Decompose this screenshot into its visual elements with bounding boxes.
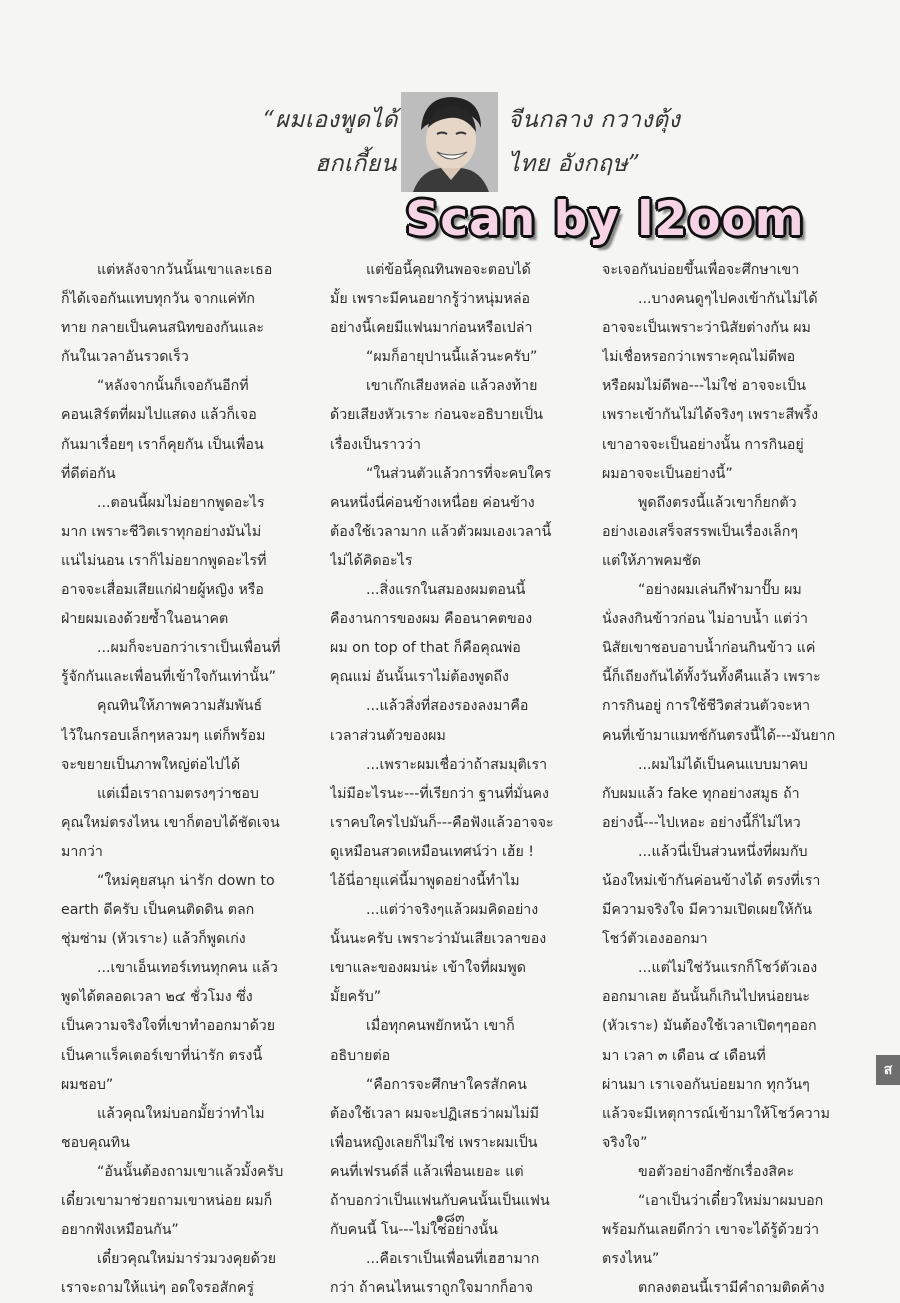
text-line: ผมอาจจะเป็นอย่างนี้” (602, 465, 733, 482)
text-line: จริงใจ” (602, 1134, 648, 1151)
text-line: เขาเก๊กเสียงหล่อ แล้วลงท้าย (366, 378, 538, 395)
pull-quote-line-2-right: ไทย อังกฤษ” (508, 151, 641, 177)
text-line: คนหนึ่งนี่ค่อนข้างเหนื่อย ค่อนข้าง (330, 494, 535, 511)
text-line: นั้นนะครับ เพราะว่ามันเสียเวลาของ (330, 931, 547, 948)
text-line: เวลาส่วนตัวของผม (330, 727, 446, 744)
text-line: ...แล้วนี่เป็นส่วนหนึ่งที่ผมกับ (638, 843, 808, 860)
text-line: ต้องใช้เวลามาก แล้วตัวผมเองเวลานี้ (330, 523, 552, 540)
text-line: คนที่เข้ามาแมทช์กันตรงนี้ได้---มันยาก (602, 727, 836, 744)
scan-credit-watermark: Scan by l2oom (405, 191, 805, 247)
text-line: ที่ดีต่อกัน (61, 465, 116, 482)
text-line: “ผมก็อายุปานนี้แล้วนะครับ” (366, 349, 538, 366)
text-line: ทาย กลายเป็นคนสนิทของกันและ (61, 320, 265, 337)
text-line: ด้วยเสียงหัวเราะ ก่อนจะอธิบายเป็น (330, 407, 543, 424)
text-line: นี้ก็เถียงกันได้ทั้งวันทั้งคืนแล้ว เพราะ (602, 669, 821, 686)
text-line: มากว่า (61, 843, 103, 860)
text-line: ไม่มีอะไรนะ---ที่เรียกว่า ฐานที่มั่นคง (330, 785, 549, 802)
text-line: คอนเสิร์ตที่ผมไปแสดง แล้วก็เจอ (61, 407, 257, 424)
text-line: คุณใหม่ตรงไหน เขาก็ตอบได้ชัดเจน (61, 814, 280, 831)
text-line: เราคบใครไปมันก็---คือฟังแล้วอาจจะ (330, 814, 554, 831)
text-line: เพราะเข้ากันไม่ได้จริงๆ เพราะสีพริ้ง (602, 407, 819, 424)
text-line: แต่ข้อนี้คุณทินพอจะตอบได้ (366, 262, 531, 278)
text-line: หรือผมไม่ดีพอ---ไม่ใช่ อาจจะเป็น (602, 378, 806, 395)
text-line: คนที่เฟรนด์ลี่ แล้วเพื่อนเยอะ แต่ (330, 1163, 524, 1180)
text-line: ไม่ได้คิดอะไร (330, 552, 413, 569)
text-line: เดี๋ยวคุณใหม่มาร่วมวงคุยด้วย (97, 1251, 277, 1268)
text-line: ผม on top of that ก็คือคุณพ่อ (330, 640, 521, 657)
text-line: นิสัยเขาชอบอาบน้ำก่อนกินข้าว แค่ (602, 640, 816, 657)
text-line: แน่ไม่นอน เราก็ไม่อยากพูดอะไรที่ (61, 552, 267, 569)
pull-quote-line-1-right: จีนกลาง กวางตุ้ง (508, 107, 681, 133)
text-column-1 (61, 256, 305, 1303)
text-line: ...สิ่งแรกในสมองผมตอนนี้ (366, 582, 526, 599)
text-line: (หัวเราะ) มันต้องใช้เวลาเปิดๆๆออก (602, 1018, 817, 1035)
text-line: อย่างเองเสร็จสรรพเป็นเรื่องเล็กๆ (602, 523, 798, 540)
text-line: ...เขาเอ็นเทอร์เทนทุกคน แล้ว (97, 960, 278, 977)
text-line: กันในเวลาอันรวดเร็ว (61, 349, 189, 366)
text-line: คุณทินให้ภาพความสัมพันธ์ (97, 698, 263, 715)
text-line: ...แล้วสิ่งที่สองรองลงมาคือ (366, 698, 529, 715)
text-line: เรื่องเป็นราวว่า (330, 436, 421, 453)
text-line: เพื่อนหญิงเลยก็ไม่ใช่ เพราะผมเป็น (330, 1134, 538, 1151)
text-line: เป็นความจริงใจที่เขาทำออกมาด้วย (61, 1018, 276, 1035)
text-line: เมื่อทุกคนพยักหน้า เขาก็ (366, 1018, 515, 1035)
text-line: ...ตอนนี้ผมไม่อยากพูดอะไร (97, 494, 265, 511)
text-line: ไว้ในกรอบเล็กๆหลวมๆ แต่ก็พร้อม (61, 727, 266, 744)
portrait-illustration (401, 92, 498, 192)
text-line: การกินอยู่ การใช้ชีวิตส่วนตัวจะหา (602, 698, 811, 715)
text-line: “หลังจากนั้นก็เจอกันอีกที่ (97, 378, 249, 395)
text-line: แล้วคุณใหม่บอกมั้ยว่าทำไม (97, 1105, 265, 1122)
text-line: ตกลงตอนนี้เรามีคำถามติดค้าง (638, 1280, 825, 1297)
text-line: ออกมาเลย อันนั้นก็เกินไปหน่อยนะ (602, 989, 811, 1006)
text-line: เป็นคาแร็คเตอร์เขาที่น่ารัก ตรงนี้ (61, 1047, 263, 1064)
text-line: แต่เมื่อเราถามตรงๆว่าชอบ (97, 785, 259, 802)
text-line: ไม่เชื่อหรอกว่าเพราะคุณไม่ดีพอ (602, 349, 796, 366)
text-line: ถ้าบอกว่าเป็นแฟนกับคนนั้นเป็นแฟน (330, 1193, 550, 1209)
text-line: มาก เพราะชีวิตเราทุกอย่างมันไม่ (61, 523, 262, 540)
text-line: ...คือเราเป็นเพื่อนที่เฮฮามาก (366, 1251, 540, 1268)
text-line: ก็ได้เจอกันแทบทุกวัน จากแค่ทัก (61, 291, 255, 308)
text-line: อย่างนี้---ไปเหอะ อย่างนี้ก็ไม่ไหว (602, 814, 801, 831)
text-line: โชว์ตัวเองออกมา (602, 931, 708, 948)
section-tab: ส (876, 1055, 900, 1085)
text-line: ฝ่ายผมเองด้วยซ้ำในอนาคต (61, 611, 229, 628)
text-line: อธิบายต่อ (330, 1047, 391, 1064)
text-line: น้องใหม่เข้ากันค่อนข้างได้ ตรงที่เรา (602, 872, 821, 889)
text-line: เขาและของผมน่ะ เข้าใจที่ผมพูด (330, 960, 526, 977)
text-line: ขอตัวอย่างอีกซักเรื่องสิคะ (638, 1163, 795, 1180)
text-line: มีความจริงใจ มีความเปิดเผยให้กัน (602, 902, 812, 919)
text-line: อย่างนี้เคยมีแฟนมาก่อนหรือเปล่า (330, 320, 533, 337)
text-line: ...แต่ไม่ใช่วันแรกก็โชว์ตัวเอง (638, 960, 818, 977)
text-line: ...เพราะผมเชื่อว่าถ้าสมมุติเรา (366, 756, 548, 773)
text-line: แล้วจะมีเหตุการณ์เข้ามาให้โชว์ความ (602, 1105, 830, 1122)
text-line: เดี๋ยวเขามาช่วยถามเขาหน่อย ผมก็ (61, 1193, 273, 1209)
page-number: ๑๘๓ (435, 1210, 465, 1226)
text-line: รู้จักกันและเพื่อนที่เข้าใจกันเท่านั้น” (61, 669, 277, 686)
text-line: กับคนนี้ โน---ไม่ใช่อย่างนั้น (330, 1222, 498, 1239)
text-line: ...ผมไม่ได้เป็นคนแบบมาคบ (638, 756, 808, 773)
text-column-2 (330, 256, 580, 1303)
text-line: earth ดีครับ เป็นคนติดดิน ตลก (61, 902, 255, 919)
text-line: คืองานการของผม คืออนาคตของ (330, 611, 533, 628)
text-line: แต่ให้ภาพคมชัด (602, 552, 701, 569)
text-line: ชอบคุณทิน (61, 1134, 130, 1151)
text-line: “อันนั้นต้องถามเขาแล้วมั้งครับ (97, 1163, 284, 1180)
text-line: จะขยายเป็นภาพใหญ่ต่อไปได้ (61, 756, 241, 773)
text-line: กว่า ถ้าคนไหนเราถูกใจมากก็อาจ (330, 1280, 534, 1297)
portrait-photo (401, 92, 498, 192)
text-column-3 (602, 256, 852, 1303)
text-line: ...ผมก็จะบอกว่าเราเป็นเพื่อนที่ (97, 640, 281, 657)
text-line: “ในส่วนตัวแล้วการที่จะคบใคร (366, 465, 552, 482)
text-line: จะเจอกันบ่อยขึ้นเพื่อจะศึกษาเขา (602, 262, 800, 278)
text-line: แต่หลังจากวันนั้นเขาและเธอ (97, 262, 273, 278)
text-line: นั่งลงกินข้าวก่อน ไม่อาบน้ำ แต่ว่า (602, 611, 808, 628)
pull-quote-line-2-left: ฮกเกี้ยน (315, 151, 397, 177)
text-line: “คือการจะศึกษาใครสักคน (366, 1076, 527, 1093)
text-line: “เอาเป็นว่าเดี๋ยวใหม่มาผมบอก (638, 1193, 824, 1209)
text-line: ผ่านมา เราเจอกันบ่อยมาก ทุกวันๆ (602, 1076, 810, 1093)
text-line: ดูเหมือนสวดเหมือนเทศน์ว่า เฮ้ย ! (330, 843, 534, 860)
text-line: มั้ยครับ” (330, 989, 382, 1006)
text-line: คุณแม่ อันนั้นเราไม่ต้องพูดถึง (330, 669, 509, 686)
text-line: กับผมแล้ว fake ทุกอย่างสมูธ ถ้า (602, 785, 800, 802)
pull-quote-line-1-left: “ผมเองพูดได้ (263, 107, 398, 133)
text-line: อาจจะเป็นเพราะว่านิสัยต่างกัน ผม (602, 320, 811, 337)
text-line: กันมาเรื่อยๆ เราก็คุยกัน เป็นเพื่อน (61, 436, 264, 453)
text-line: ผมชอบ” (61, 1076, 114, 1093)
text-line: มา เวลา ๓ เดือน ๔ เดือนที่ (602, 1047, 766, 1064)
text-line: พูดถึงตรงนี้แล้วเขาก็ยกตัว (638, 494, 797, 511)
text-line: ...บางคนดูๆไปคงเข้ากันไม่ได้ (638, 291, 818, 308)
text-line: ตรงไหน” (602, 1251, 660, 1268)
text-line: “ใหม่คุยสนุก น่ารัก down to (97, 872, 275, 889)
text-line: มั้ย เพราะมีคนอยากรู้ว่าหนุ่มหล่อ (330, 291, 531, 308)
text-line: ...แต่ว่าจริงๆแล้วผมคิดอย่าง (366, 902, 539, 919)
text-line: อยากฟังเหมือนกัน” (61, 1222, 179, 1239)
text-line: ต้องใช้เวลา ผมจะปฏิเสธว่าผมไม่มี (330, 1105, 539, 1122)
text-line: “อย่างผมเล่นกีฬามาปั๊บ ผม (638, 582, 802, 599)
text-line: ไอ้นี่อายุแค่นี้มาพูดอย่างนี้ทำไม (330, 872, 520, 889)
text-line: พูดได้ตลอดเวลา ๒๔ ชั่วโมง ซึ่ง (61, 989, 253, 1006)
text-line: เราจะถามให้แน่ๆ อดใจรอสักครู่ (61, 1280, 255, 1297)
text-line: ชุ่มซ่าม (หัวเราะ) แล้วก็พูดเก่ง (61, 931, 246, 948)
text-line: เขาอาจจะเป็นอย่างนั้น การกินอยู่ (602, 436, 804, 453)
text-line: พร้อมกันเลยดีกว่า เขาจะได้รู้ด้วยว่า (602, 1222, 820, 1239)
text-line: อาจจะเสื่อมเสียแก่ฝ่ายผู้หญิง หรือ (61, 582, 264, 599)
